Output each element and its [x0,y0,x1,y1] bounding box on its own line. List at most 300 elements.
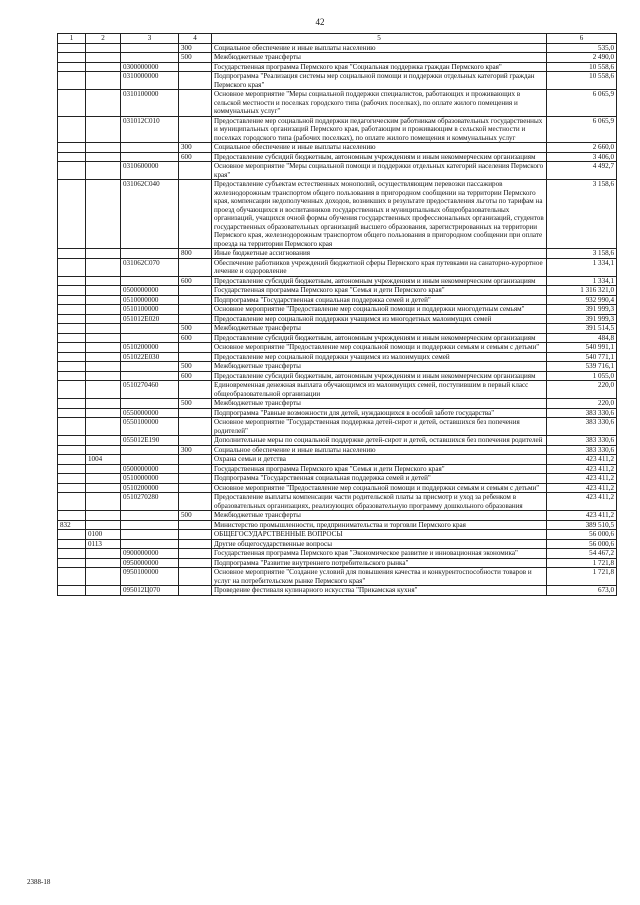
cell-expense-type [179,72,212,90]
cell-amount: 2 490,0 [547,53,617,63]
table-row [58,408,617,418]
cell-agency [58,483,86,493]
cell-description: Предоставление мер социальной поддержки педагогическим работникам образовательных государственных и муниципальных организаций Пермского края, работающим и проживающим в сельской местности и поселках городского типа (рабочих поселках), по оплате жилого помещения и коммунальных услуг [212,116,547,143]
table-row [58,258,617,276]
header-cell-6: 6 [547,34,617,44]
cell-agency [58,362,86,372]
cell-amount: 6 065,9 [547,90,617,117]
cell-description: Предоставление субсидий бюджетным, автономным учреждениям и иным некоммерческим организациям [212,276,547,286]
cell-amount: 540 991,1 [547,343,617,353]
cell-agency [58,399,86,409]
table-row [58,381,617,399]
cell-expense-type: 600 [179,371,212,381]
cell-expense-type [179,493,212,511]
cell-description: Межбюджетные трансферты [212,511,547,521]
table-row [58,62,617,72]
table-row [58,314,617,324]
cell-amount: 539 716,1 [547,362,617,372]
cell-description: Социальное обеспечение и иные выплаты населению [212,43,547,53]
cell-section [86,162,121,180]
cell-section [86,520,121,530]
cell-agency [58,558,86,568]
table-row [58,539,617,549]
cell-section [86,62,121,72]
cell-expense-type: 500 [179,362,212,372]
cell-agency [58,314,86,324]
cell-amount: 673,0 [547,586,617,596]
table-row [58,483,617,493]
cell-expense-type [179,520,212,530]
cell-expense-type [179,455,212,465]
cell-section [86,90,121,117]
cell-section [86,418,121,436]
table-row [58,418,617,436]
cell-expense-type: 500 [179,324,212,334]
cell-target-article: 031062С040 [121,180,179,249]
cell-target-article [121,324,179,334]
cell-section [86,258,121,276]
table-row [58,493,617,511]
cell-description: Предоставление субсидий бюджетным, автономным учреждениям и иным некоммерческим организациям [212,333,547,343]
cell-section [86,474,121,484]
cell-target-article: 0510270460 [121,381,179,399]
cell-target-article: 0550100000 [121,418,179,436]
cell-section [86,180,121,249]
cell-amount: 391 999,3 [547,314,617,324]
cell-agency [58,418,86,436]
cell-description: Государственная программа Пермского края "Семья и дети Пермского края" [212,464,547,474]
header-cell-3: 3 [121,34,179,44]
cell-description: Основное мероприятие "Предоставление мер социальной помощи и поддержки многодетным семьям" [212,305,547,315]
cell-description: Подпрограмма "Развитие внутреннего потребительского рынка" [212,558,547,568]
cell-section [86,276,121,286]
cell-section [86,558,121,568]
cell-amount: 3 158,6 [547,249,617,259]
cell-expense-type [179,464,212,474]
cell-agency [58,143,86,153]
cell-agency [58,180,86,249]
cell-description: Предоставление выплаты компенсации части родительской платы за присмотр и уход за ребенком в образовательных организациях, реализующих образовательную программу дошкольного образования [212,493,547,511]
cell-expense-type [179,436,212,446]
cell-section [86,568,121,586]
table-row [58,249,617,259]
cell-section [86,511,121,521]
cell-amount: 391 514,5 [547,324,617,334]
table-row [58,90,617,117]
cell-target-article: 0510000000 [121,295,179,305]
cell-amount: 423 411,2 [547,474,617,484]
cell-section [86,549,121,559]
cell-agency [58,249,86,259]
table-row [58,511,617,521]
table-row [58,53,617,63]
cell-agency [58,324,86,334]
table-header-row [58,34,617,44]
cell-expense-type [179,90,212,117]
cell-amount: 391 999,3 [547,305,617,315]
table-row [58,152,617,162]
cell-section [86,493,121,511]
cell-section [86,249,121,259]
cell-description: Межбюджетные трансферты [212,362,547,372]
table-row [58,343,617,353]
cell-agency [58,549,86,559]
table-row [58,295,617,305]
cell-expense-type [179,586,212,596]
cell-amount: 383 330,6 [547,445,617,455]
cell-expense-type [179,474,212,484]
cell-agency [58,474,86,484]
footer-code: 2388-18 [27,878,51,886]
cell-description: Социальное обеспечение и иные выплаты населению [212,143,547,153]
cell-section [86,43,121,53]
cell-section [86,143,121,153]
cell-expense-type: 300 [179,43,212,53]
cell-amount: 56 000,6 [547,539,617,549]
table-row [58,474,617,484]
cell-target-article: 0950000000 [121,558,179,568]
cell-description: Межбюджетные трансферты [212,399,547,409]
cell-section [86,399,121,409]
cell-agency [58,343,86,353]
cell-description: Основное мероприятие "Меры социальной поддержки специалистов, работающих и проживающих в сельской местности и поселках городского типа (рабочих поселках), по оплате жилого помещения и коммунальных услуг" [212,90,547,117]
cell-description: Предоставление мер социальной поддержки учащимся из малоимущих семей [212,352,547,362]
cell-description: Подпрограмма "Равные возможности для детей, нуждающихся в особой заботе государства" [212,408,547,418]
cell-amount: 383 330,6 [547,436,617,446]
cell-expense-type [179,539,212,549]
cell-target-article: 031012С010 [121,116,179,143]
cell-amount: 423 411,2 [547,455,617,465]
cell-section [86,483,121,493]
cell-section [86,408,121,418]
cell-expense-type [179,418,212,436]
cell-agency [58,62,86,72]
table-row [58,549,617,559]
table-row [58,445,617,455]
cell-expense-type [179,381,212,399]
table-row [58,455,617,465]
cell-expense-type [179,180,212,249]
cell-section [86,343,121,353]
cell-target-article: 0510200000 [121,483,179,493]
cell-agency [58,381,86,399]
cell-target-article [121,152,179,162]
cell-target-article [121,143,179,153]
cell-expense-type: 300 [179,143,212,153]
cell-section [86,333,121,343]
cell-agency [58,333,86,343]
cell-target-article: 051022Е030 [121,352,179,362]
cell-expense-type: 600 [179,152,212,162]
cell-target-article: 0510100000 [121,305,179,315]
cell-amount: 535,0 [547,43,617,53]
cell-expense-type [179,343,212,353]
table-row [58,436,617,446]
cell-expense-type [179,62,212,72]
cell-description: Охрана семьи и детства [212,455,547,465]
cell-section [86,445,121,455]
cell-target-article: 031062С070 [121,258,179,276]
cell-target-article: 0300000000 [121,62,179,72]
cell-amount: 1 316 321,0 [547,286,617,296]
cell-expense-type: 800 [179,249,212,259]
cell-amount: 4 492,7 [547,162,617,180]
cell-section: 1004 [86,455,121,465]
cell-expense-type [179,483,212,493]
cell-agency [58,276,86,286]
cell-description: Обеспечение работников учреждений бюджетной сферы Пермского края путевками на санаторно-курортное лечение и оздоровление [212,258,547,276]
cell-expense-type: 600 [179,276,212,286]
cell-expense-type [179,162,212,180]
cell-amount: 423 411,2 [547,483,617,493]
cell-agency [58,539,86,549]
cell-agency [58,43,86,53]
cell-target-article [121,539,179,549]
cell-agency [58,258,86,276]
cell-agency [58,586,86,596]
cell-amount: 2 660,0 [547,143,617,153]
cell-amount: 1 055,0 [547,371,617,381]
cell-target-article: 0510270280 [121,493,179,511]
cell-expense-type [179,530,212,540]
cell-expense-type [179,295,212,305]
table-row [58,305,617,315]
cell-target-article [121,445,179,455]
cell-amount: 484,8 [547,333,617,343]
cell-target-article: 051012Е020 [121,314,179,324]
cell-target-article [121,371,179,381]
cell-expense-type [179,258,212,276]
cell-description: Государственная программа Пермского края "Социальная поддержка граждан Пермского края" [212,62,547,72]
cell-description: Основное мероприятие "Предоставление мер социальной помощи и поддержки семьям и семьям с детьми" [212,483,547,493]
cell-amount: 1 334,1 [547,258,617,276]
cell-target-article [121,43,179,53]
cell-section [86,286,121,296]
cell-description: Социальное обеспечение и иные выплаты населению [212,445,547,455]
cell-amount: 423 411,2 [547,511,617,521]
cell-target-article: 0510200000 [121,343,179,353]
cell-section [86,381,121,399]
cell-description: Межбюджетные трансферты [212,53,547,63]
cell-amount: 423 411,2 [547,464,617,474]
table-row [58,43,617,53]
table-row [58,352,617,362]
cell-section [86,116,121,143]
table-row [58,116,617,143]
cell-expense-type [179,352,212,362]
cell-description: Подпрограмма "Государственная социальная поддержка семей и детей" [212,474,547,484]
cell-target-article [121,362,179,372]
cell-amount: 3 158,6 [547,180,617,249]
table-row [58,371,617,381]
cell-target-article: 0310000000 [121,72,179,90]
cell-agency [58,152,86,162]
cell-description: Другие общегосударственные вопросы [212,539,547,549]
cell-amount: 540 771,1 [547,352,617,362]
cell-expense-type [179,408,212,418]
cell-expense-type [179,568,212,586]
cell-section [86,352,121,362]
table-row [58,362,617,372]
page-number: 42 [315,17,325,27]
budget-table [57,33,617,596]
cell-target-article: 0550000000 [121,408,179,418]
table-row [58,143,617,153]
cell-amount: 3 406,0 [547,152,617,162]
cell-target-article: 0510000000 [121,474,179,484]
cell-section [86,152,121,162]
cell-target-article [121,511,179,521]
cell-section [86,371,121,381]
cell-description: Подпрограмма "Реализация системы мер социальной помощи и поддержки отдельных категорий граждан Пермского края" [212,72,547,90]
cell-section [86,314,121,324]
cell-amount: 423 411,2 [547,493,617,511]
table-row [58,520,617,530]
cell-target-article [121,399,179,409]
cell-expense-type [179,286,212,296]
cell-description: Основное мероприятие "Государственная поддержка детей-сирот и детей, оставшихся без попечения родителей" [212,418,547,436]
cell-section [86,72,121,90]
cell-target-article: 0900000000 [121,549,179,559]
cell-expense-type [179,558,212,568]
cell-agency [58,408,86,418]
cell-section [86,305,121,315]
cell-section [86,464,121,474]
cell-target-article [121,249,179,259]
cell-agency [58,455,86,465]
table-row [58,558,617,568]
cell-description: Дополнительные меры по социальной поддержке детей-сирот и детей, оставшихся без попечения родителей [212,436,547,446]
cell-target-article: 0500000000 [121,286,179,296]
table-row [58,464,617,474]
header-cell-5: 5 [212,34,547,44]
cell-target-article: 0950100000 [121,568,179,586]
cell-amount: 1 334,1 [547,276,617,286]
cell-expense-type: 600 [179,333,212,343]
cell-amount: 54 467,2 [547,549,617,559]
cell-agency [58,352,86,362]
cell-expense-type: 500 [179,511,212,521]
cell-description: Предоставление субсидий бюджетным, автономным учреждениям и иным некоммерческим организациям [212,371,547,381]
table-row [58,333,617,343]
cell-target-article [121,520,179,530]
table-row [58,180,617,249]
cell-section [86,586,121,596]
cell-amount: 1 721,8 [547,558,617,568]
cell-expense-type [179,116,212,143]
cell-description: Государственная программа Пермского края "Экономическое развитие и инновационная экономика" [212,549,547,559]
cell-target-article [121,455,179,465]
cell-agency [58,464,86,474]
cell-amount: 10 558,6 [547,72,617,90]
table-row [58,72,617,90]
cell-section [86,324,121,334]
cell-expense-type [179,314,212,324]
cell-amount: 10 558,6 [547,62,617,72]
cell-agency [58,116,86,143]
cell-description: Государственная программа Пермского края "Семья и дети Пермского края" [212,286,547,296]
cell-section [86,295,121,305]
table-row [58,568,617,586]
cell-agency [58,162,86,180]
cell-description: Основное мероприятие "Создание условий для повышения качества и конкурентоспособности товаров и услуг на потребительском рынке Пермского края" [212,568,547,586]
cell-expense-type: 300 [179,445,212,455]
cell-section [86,436,121,446]
cell-section: 0113 [86,539,121,549]
table-row [58,324,617,334]
cell-description: Межбюджетные трансферты [212,324,547,334]
cell-agency [58,530,86,540]
cell-target-article [121,333,179,343]
cell-expense-type [179,305,212,315]
header-cell-1: 1 [58,34,86,44]
cell-section [86,362,121,372]
cell-target-article: 095012Ц070 [121,586,179,596]
cell-description: Министерство промышленности, предпринимательства и торговли Пермского края [212,520,547,530]
cell-expense-type: 500 [179,53,212,63]
cell-agency [58,53,86,63]
cell-agency [58,295,86,305]
cell-amount: 383 330,6 [547,418,617,436]
cell-amount: 389 510,5 [547,520,617,530]
cell-description: Предоставление субъектам естественных монополий, осуществляющим перевозки пассажиров железнодорожным транспортом общего пользования в пригородном сообщении на территории Пермского края, компенсации недополученных доходов, возникших в результате предоставления льготы по тарифам на проезд обучающихся и воспитанников государственных и муниципальных общеобразовательных организаций, учащихся очной формы обучения государственных профессиональных организаций, студентов государственных образовательных организаций высшего образования, зарегистрированных на территории Пермского края, железнодорожным транспортом общего пользования в пригородном сообщении при оплате проезда на территории Пермского края [212,180,547,249]
cell-target-article [121,276,179,286]
cell-section [86,53,121,63]
cell-amount: 220,0 [547,381,617,399]
cell-amount: 6 065,9 [547,116,617,143]
cell-target-article: 0500000000 [121,464,179,474]
budget-table-body [58,34,617,596]
cell-agency [58,493,86,511]
cell-amount: 220,0 [547,399,617,409]
cell-description: Подпрограмма "Государственная социальная поддержка семей и детей" [212,295,547,305]
table-row [58,530,617,540]
cell-target-article: 055012Е190 [121,436,179,446]
cell-expense-type [179,549,212,559]
cell-amount: 56 000,6 [547,530,617,540]
table-row [58,286,617,296]
cell-agency [58,511,86,521]
cell-description: ОБЩЕГОСУДАРСТВЕННЫЕ ВОПРОСЫ [212,530,547,540]
cell-description: Основное мероприятие "Предоставление мер социальной помощи и поддержки семьям и семьям с детьми" [212,343,547,353]
cell-amount: 1 721,8 [547,568,617,586]
cell-description: Иные бюджетные ассигнования [212,249,547,259]
table-row [58,162,617,180]
cell-agency: 832 [58,520,86,530]
cell-agency [58,72,86,90]
cell-agency [58,371,86,381]
header-cell-4: 4 [179,34,212,44]
cell-target-article [121,53,179,63]
cell-expense-type: 500 [179,399,212,409]
cell-section: 0100 [86,530,121,540]
cell-agency [58,286,86,296]
cell-agency [58,305,86,315]
table-row [58,586,617,596]
cell-description: Основное мероприятие "Меры социальной помощи и поддержки отдельных категорий населения Пермского края" [212,162,547,180]
cell-description: Проведение фестиваля кулинарного искусства "Прикамская кухня" [212,586,547,596]
cell-description: Единовременная денежная выплата обучающимся из малоимущих семей, поступившим в первый класс общеобразовательной организации [212,381,547,399]
cell-target-article: 0310100000 [121,90,179,117]
cell-agency [58,445,86,455]
cell-amount: 932 990,4 [547,295,617,305]
cell-target-article [121,530,179,540]
table-row [58,399,617,409]
cell-description: Предоставление субсидий бюджетным, автономным учреждениям и иным некоммерческим организациям [212,152,547,162]
cell-agency [58,90,86,117]
cell-description: Предоставление мер социальной поддержки учащимся из многодетных малоимущих семей [212,314,547,324]
cell-amount: 383 330,6 [547,408,617,418]
